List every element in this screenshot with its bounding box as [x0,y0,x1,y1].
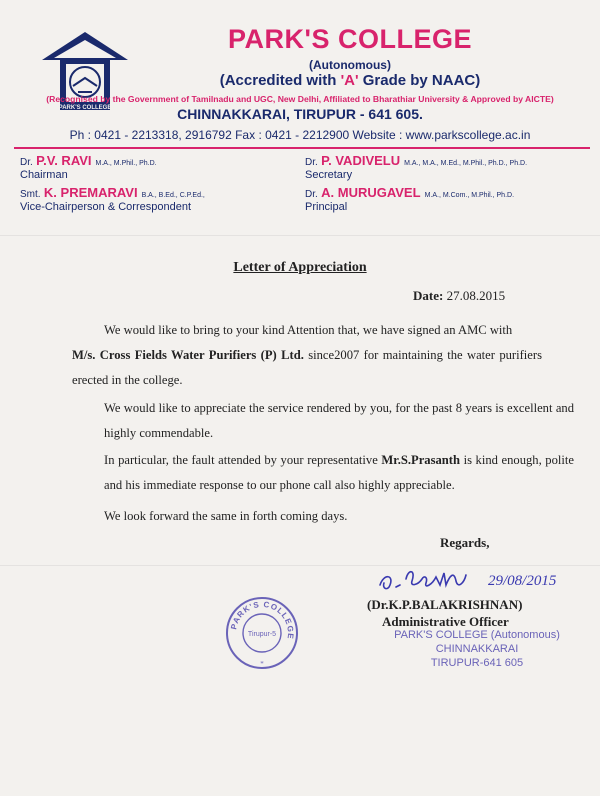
paper-fold [0,235,600,236]
header-divider [14,147,590,149]
paragraph-amc: We would like to bring to your kind Attention that, we have signed an AMC with M/s. Cross Fields Water Purifiers (P) Ltd. since2007 for maintaining the water purifiers erected in the college. [72,323,542,387]
staff-principal: Dr. A. MURUGAVEL M.A., M.Com., M.Phil., Ph.D. Principal [305,185,515,213]
accreditation-line: (Accredited with 'A' Grade by NAAC) [219,72,481,89]
staff-secretary: Dr. P. VADIVELU M.A., M.A., M.Ed., M.Phil., Ph.D., Ph.D. Secretary [305,153,528,181]
office-stamp: PARK'S COLLEGE (Autonomous) CHINNAKKARAI TIRUPUR-641 605 [394,629,560,669]
contact-line: Ph : 0421 - 2213318, 2916792 Fax : 0421 - 2212900 Website : www.parkscollege.ac.in [69,128,531,142]
svg-text:29/08/2015: 29/08/2015 [488,573,557,589]
svg-text:PARK'S COLLEGE: PARK'S COLLEGE [58,105,112,111]
signer-designation: Administrative Officer [382,614,509,629]
svg-text:PARK'S COLLEGE: PARK'S COLLEGE [229,599,296,641]
letter-date: Date: 27.08.2015 [413,288,506,303]
staff-correspondent: Smt. K. PREMARAVI B.A., B.Ed., C.P.Ed., Vice-Chairperson & Correspondent [20,185,205,213]
paragraph-appreciation: We would like to appreciate the service rendered by you, for the past 8 years is excellent and highly commendable. [104,401,574,440]
recognition-line: (Recognised by the Government of Tamilnadu and UGC, New Delhi, Affiliated to Bharathiar University & Approved by AICTE) [46,94,554,104]
college-address: CHINNAKKARAI, TIRUPUR - 641 605. [177,106,423,122]
college-seal [224,595,300,671]
letter-title: Letter of Appreciation [233,260,367,275]
paragraph-closing: We look forward the same in forth coming days. [104,509,348,523]
staff-chairman: Dr. P.V. RAVI M.A., M.Phil., Ph.D. Chairman [20,153,157,181]
autonomous-label: (Autonomous) [309,58,391,72]
college-name: PARK'S COLLEGE [228,24,472,54]
paragraph-representative: In particular, the fault attended by your representative Mr.S.Prasanth is kind enough, polite and his immediate response to our phone call also highly appreciable. [104,453,574,492]
signer-name: (Dr.K.P.BALAKRISHNAN) [367,597,523,612]
svg-text:Tirupur-5: Tirupur-5 [247,631,277,638]
svg-text:*: * [260,660,264,668]
regards-line: Regards, [440,535,490,550]
handwritten-signature [370,555,590,600]
